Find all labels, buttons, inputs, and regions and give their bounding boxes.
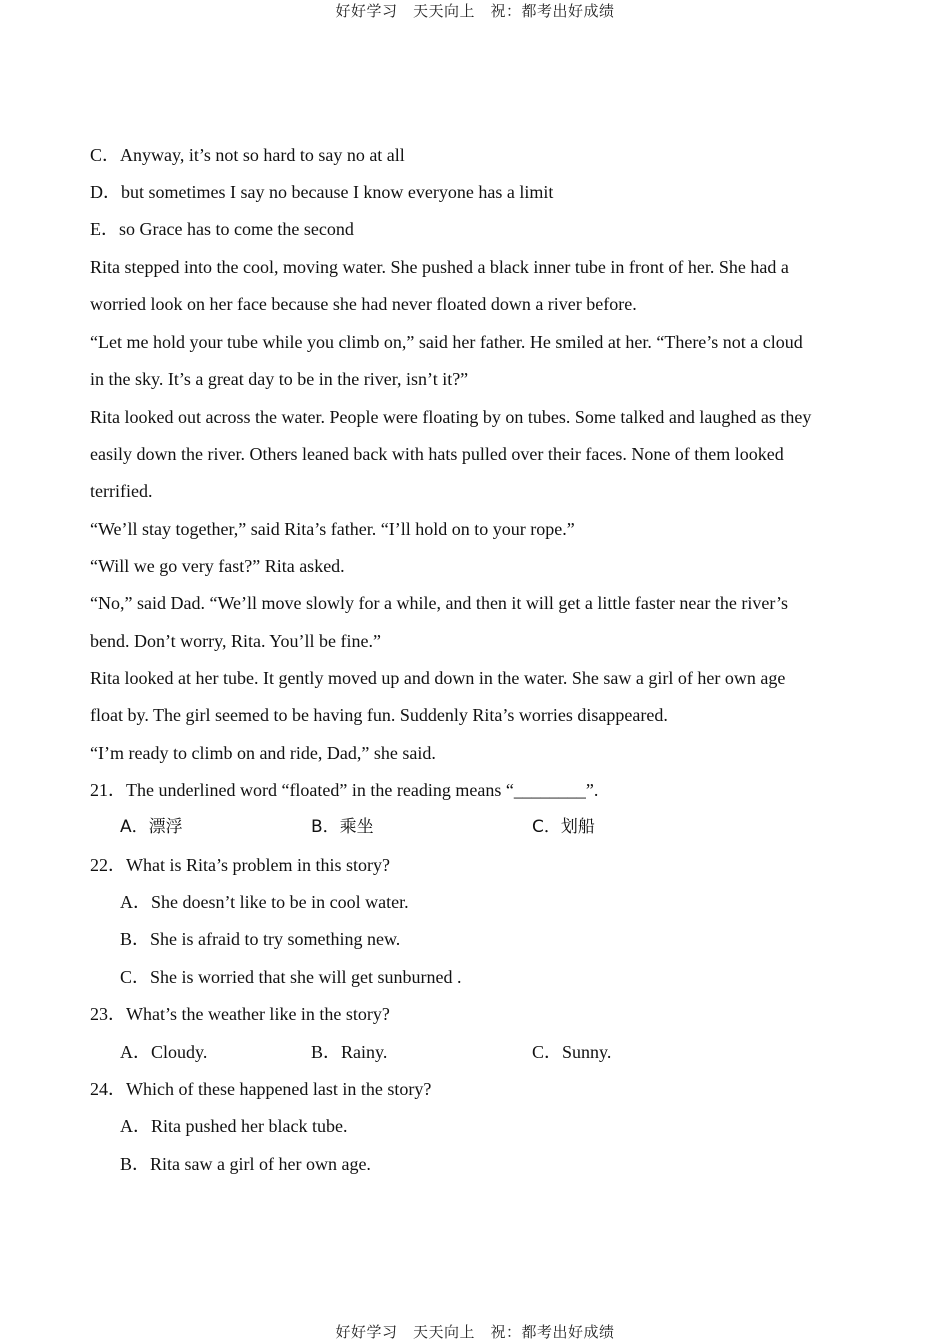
question-24-option-a: A．Rita pushed her black tube. bbox=[120, 1116, 348, 1136]
passage-line: float by. The girl seemed to be having fun. Suddenly Rita’s worries disappeared. bbox=[90, 705, 668, 725]
passage-line: “We’ll stay together,” said Rita’s father. “I’ll hold on to your rope.” bbox=[90, 519, 575, 539]
passage-line: “Will we go very fast?” Rita asked. bbox=[90, 556, 345, 576]
passage-line: worried look on her face because she had never floated down a river before. bbox=[90, 294, 637, 314]
question-23-option-a: A．Cloudy. bbox=[120, 1042, 208, 1062]
prev-option-c: C．Anyway, it’s not so hard to say no at all bbox=[90, 145, 405, 165]
passage-line: bend. Don’t worry, Rita. You’ll be fine.” bbox=[90, 631, 381, 651]
passage-line: in the sky. It’s a great day to be in the river, isn’t it?” bbox=[90, 369, 469, 389]
page-header: 好好学习 天天向上 祝：都考出好成绩 bbox=[335, 2, 615, 20]
prev-option-e: E．so Grace has to come the second bbox=[90, 219, 354, 239]
passage-line: Rita stepped into the cool, moving water. She pushed a black inner tube in front of her. She had a bbox=[90, 257, 789, 277]
question-22-stem: 22．What is Rita’s problem in this story? bbox=[90, 855, 390, 875]
question-21-option-a: A．漂浮 bbox=[120, 817, 183, 837]
passage-line: “I’m ready to climb on and ride, Dad,” she said. bbox=[90, 743, 436, 763]
passage-line: Rita looked out across the water. People were floating by on tubes. Some talked and laughed as they bbox=[90, 407, 812, 427]
question-24-stem: 24．Which of these happened last in the story? bbox=[90, 1079, 432, 1099]
question-21-option-b: B．乘坐 bbox=[311, 817, 374, 837]
page-footer: 好好学习 天天向上 祝：都考出好成绩 bbox=[335, 1323, 615, 1341]
question-23-option-c: C．Sunny. bbox=[532, 1042, 612, 1062]
passage-line: terrified. bbox=[90, 481, 153, 501]
prev-option-d: D．but sometimes I say no because I know everyone has a limit bbox=[90, 182, 554, 202]
question-22-option-b: B．She is afraid to try something new. bbox=[120, 929, 401, 949]
passage-line: easily down the river. Others leaned back with hats pulled over their faces. None of them looked bbox=[90, 444, 784, 464]
question-21-option-c: C．划船 bbox=[532, 817, 595, 837]
passage-line: “No,” said Dad. “We’ll move slowly for a while, and then it will get a little faster near the river’s bbox=[90, 593, 788, 613]
passage-line: “Let me hold your tube while you climb on,” said her father. He smiled at her. “There’s not a cloud bbox=[90, 332, 803, 352]
question-22-option-c: C．She is worried that she will get sunburned . bbox=[120, 967, 462, 987]
question-24-option-b: B．Rita saw a girl of her own age. bbox=[120, 1154, 371, 1174]
question-21-stem: 21．The underlined word “floated” in the reading means “________”. bbox=[90, 780, 599, 800]
question-23-option-b: B．Rainy. bbox=[311, 1042, 388, 1062]
passage-line: Rita looked at her tube. It gently moved up and down in the water. She saw a girl of her own age bbox=[90, 668, 786, 688]
question-22-option-a: A．She doesn’t like to be in cool water. bbox=[120, 892, 409, 912]
question-23-stem: 23．What’s the weather like in the story? bbox=[90, 1004, 390, 1024]
